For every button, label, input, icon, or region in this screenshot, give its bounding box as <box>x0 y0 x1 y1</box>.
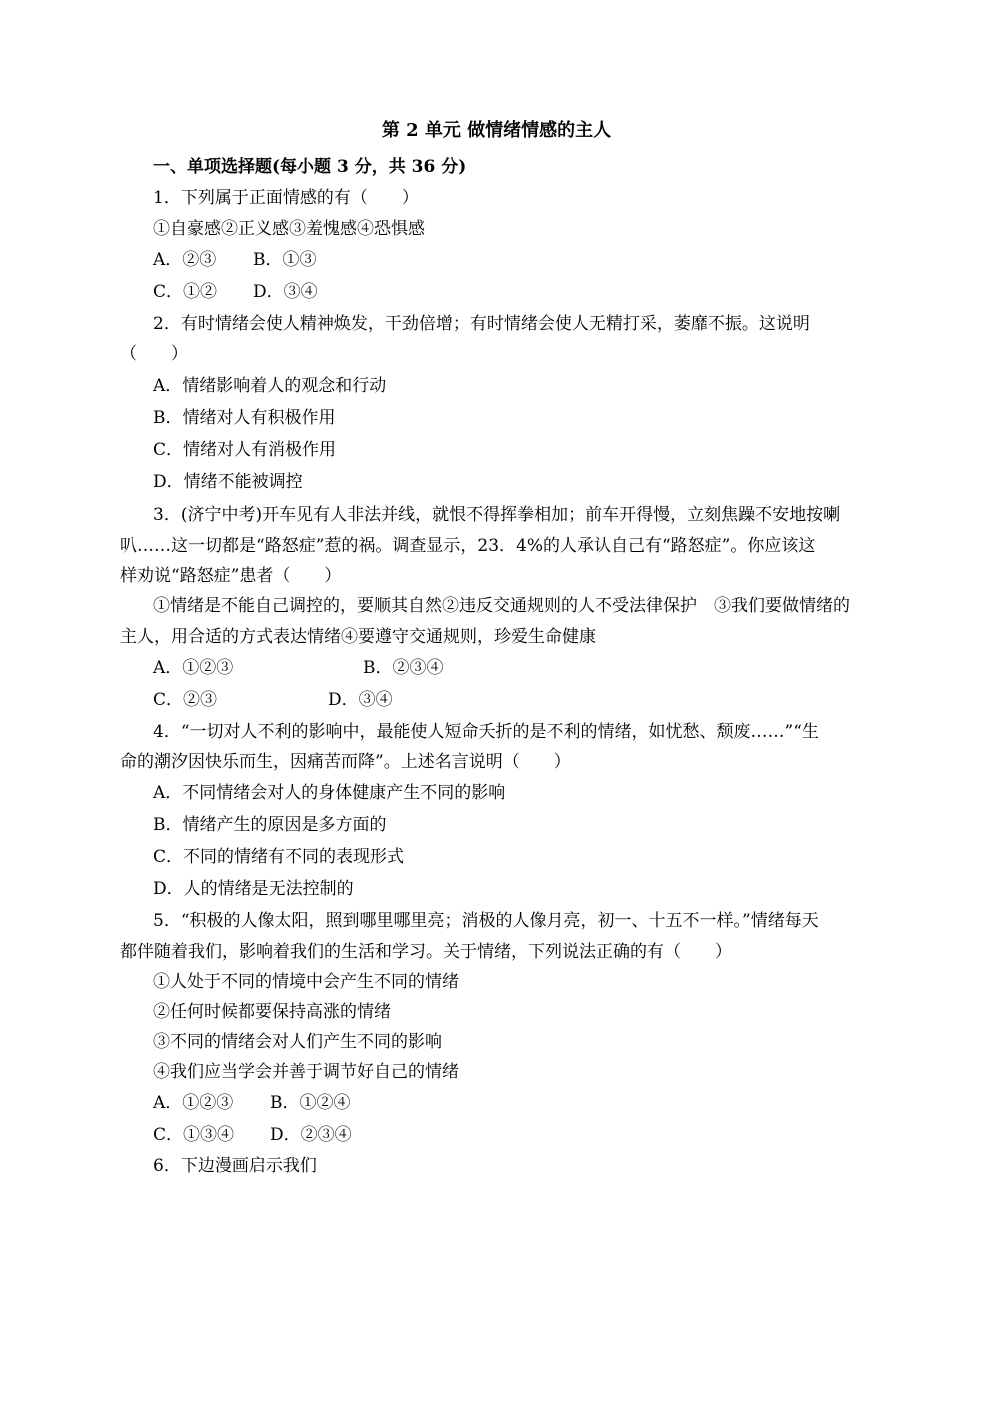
q3-stem-line2: 叭……这一切都是“路怒症”惹的祸。调查显示，23．4%的人承认自己有“路怒症”。你应该这 <box>120 536 816 556</box>
q2-option-a: A．情绪影响着人的观念和行动 <box>153 376 387 396</box>
q5-stem-line2: 都伴随着我们，影响着我们的生活和学习。关于情绪，下列说法正确的有（ ） <box>120 942 732 962</box>
q3-option-b: B．②③④ <box>363 658 444 678</box>
q1-option-d: D．③④ <box>253 282 318 302</box>
q1-option-b: B．①③ <box>253 250 317 270</box>
q5-option-c: C．①③④ <box>153 1125 235 1145</box>
q3-stem-line1: 3．(济宁中考)开车见有人非法并线，就恨不得挥拳相加；前车开得慢，立刻焦躁不安地按喇 <box>153 505 841 525</box>
q2-option-d: D．情绪不能被调控 <box>153 472 303 492</box>
q2-option-b: B．情绪对人有积极作用 <box>153 408 336 428</box>
q5-item-1: ①人处于不同的情境中会产生不同的情绪 <box>153 972 459 992</box>
q4-stem-line1: 4．“一切对人不利的影响中，最能使人短命夭折的是不利的情绪，如忧愁、颓废……”“生 <box>153 722 819 742</box>
q5-item-4: ④我们应当学会并善于调节好自己的情绪 <box>153 1062 459 1082</box>
q5-option-a: A．①②③ <box>153 1093 234 1113</box>
q4-option-b: B．情绪产生的原因是多方面的 <box>153 815 387 835</box>
q5-option-d: D．②③④ <box>270 1125 352 1145</box>
q1-option-a: A．②③ <box>153 250 217 270</box>
q3-stem-line3: 样劝说“路怒症”患者（ ） <box>120 566 342 586</box>
q3-option-c: C．②③ <box>153 690 218 710</box>
q5-item-3: ③不同的情绪会对人们产生不同的影响 <box>153 1032 442 1052</box>
q5-option-b: B．①②④ <box>270 1093 351 1113</box>
q3-items-line1: ①情绪是不能自己调控的，要顺其自然②违反交通规则的人不受法律保护 ③我们要做情绪的 <box>153 596 850 616</box>
q2-stem-line2: （ ） <box>120 344 188 364</box>
q4-option-c: C．不同的情绪有不同的表现形式 <box>153 847 405 867</box>
q2-stem-line1: 2．有时情绪会使人精神焕发，干劲倍增；有时情绪会使人无精打采，萎靡不振。这说明 <box>153 314 810 334</box>
q1-stem: 1．下列属于正面情感的有（ ） <box>153 188 419 208</box>
q1-items: ①自豪感②正义感③羞愧感④恐惧感 <box>153 219 425 239</box>
q6-stem: 6．下边漫画启示我们 <box>153 1156 317 1176</box>
page-title: 第 2 单元 做情绪情感的主人 <box>381 120 612 141</box>
q5-item-2: ②任何时候都要保持高涨的情绪 <box>153 1002 391 1022</box>
section-heading: 一、单项选择题(每小题 3 分，共 36 分) <box>153 157 467 177</box>
q5-stem-line1: 5．“积极的人像太阳，照到哪里哪里亮；消极的人像月亮，初一、十五不一样。”情绪每天 <box>153 911 819 931</box>
q3-option-a: A．①②③ <box>153 658 234 678</box>
q3-option-d: D．③④ <box>328 690 393 710</box>
q4-stem-line2: 命的潮汐因快乐而生，因痛苦而降”。上述名言说明（ ） <box>120 752 571 772</box>
q3-items-line2: 主人，用合适的方式表达情绪④要遵守交通规则，珍爱生命健康 <box>120 627 596 647</box>
q4-option-a: A．不同情绪会对人的身体健康产生不同的影响 <box>153 783 506 803</box>
q4-option-d: D．人的情绪是无法控制的 <box>153 879 354 899</box>
q1-option-c: C．①② <box>153 282 218 302</box>
q2-option-c: C．情绪对人有消极作用 <box>153 440 337 460</box>
